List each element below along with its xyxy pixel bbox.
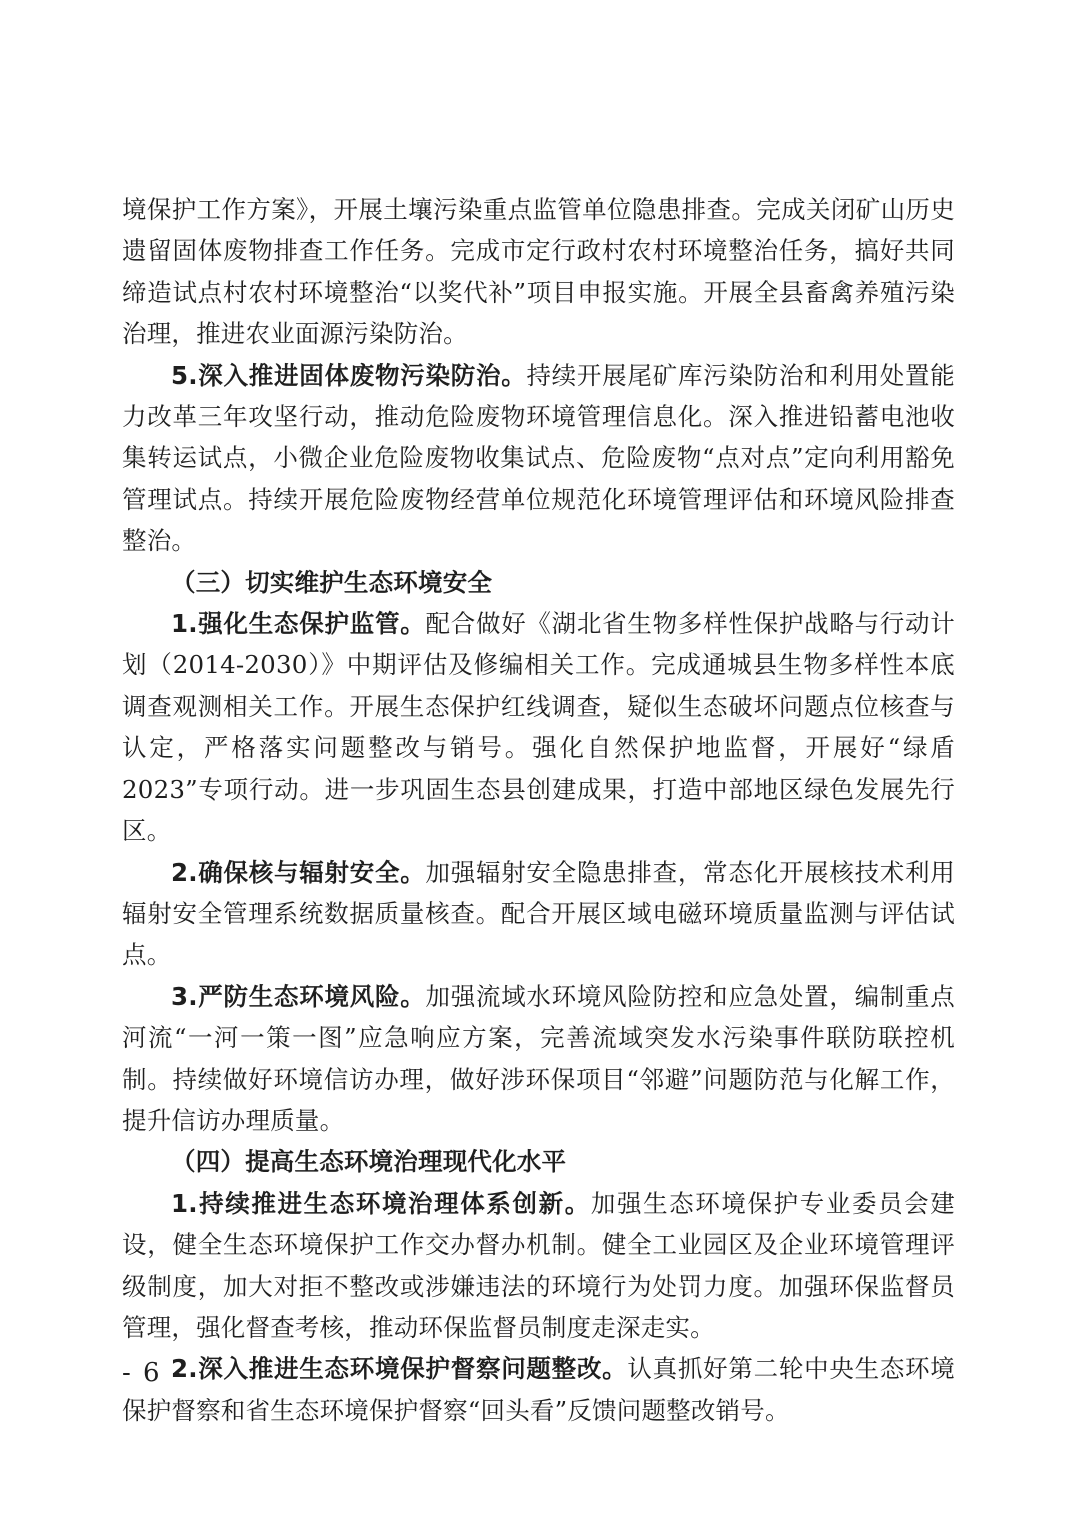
- paragraph-lead: 1.强化生态保护监管。: [171, 609, 426, 639]
- paragraph: [122, 1183, 955, 1349]
- paragraph-text: 加强辐射安全隐患排查，常态化开展核技术利用辐射安全管理系统数据质量核查。配合开展区域电磁环境质量监测与评估试点。: [122, 857, 955, 970]
- paragraph-lead: 1.持续推进生态环境治理体系创新。: [171, 1188, 591, 1218]
- paragraph: [122, 603, 955, 851]
- paragraph-text: 加强流域水环境风险防控和应急处置，编制重点河流“一河一策一图”应急响应方案，完善流域突发水污染事件联防联控机制。持续做好环境信访办理，做好涉环保项目“邻避”问题防范与化解工作，提升信访办理质量。: [122, 981, 955, 1135]
- paragraph-text: 认真抓好第二轮中央生态环境保护督察和省生态环境保护督察“回头看”反馈问题整改销号。: [122, 1354, 955, 1425]
- paragraph-text: 持续开展尾矿库污染防治和利用处置能力改革三年攻坚行动，推动危险废物环境管理信息化。深入推进铅蓄电池收集转运试点，小微企业危险废物收集试点、危险废物“点对点”定向利用豁免管理试点。持续开展危险废物经营单位规范化环境管理评估和环境风险排查整治。: [122, 360, 955, 556]
- paragraph-text: 加强生态环境保护专业委员会建设，健全生态环境保护工作交办督办机制。健全工业园区及企业环境管理评级制度，加大对拒不整改或涉嫌违法的环境行为处罚力度。加强环保监督员管理，强化督查考核，推动环保监督员制度走深走实。: [122, 1188, 955, 1342]
- paragraph-lead: 2.确保核与辐射安全。: [171, 857, 426, 887]
- paragraph: [122, 355, 955, 562]
- paragraph-lead: （四）提高生态环境治理现代化水平: [171, 1147, 567, 1177]
- paragraph-lead: 2.深入推进生态环境保护督察问题整改。: [171, 1354, 628, 1384]
- paragraph: [122, 976, 955, 1142]
- section-heading: [122, 562, 955, 603]
- paragraph-lead: （三）切实维护生态环境安全: [171, 567, 493, 597]
- page-number: - 6 -: [122, 1358, 183, 1388]
- section-heading: [122, 1141, 955, 1182]
- page-body: [122, 189, 955, 1431]
- paragraph-text: 境保护工作方案》，开展土壤污染重点监管单位隐患排查。完成关闭矿山历史遗留固体废物排查工作任务。完成市定行政村农村环境整治任务，搞好共同缔造试点村农村环境整治“以奖代补”项目申报实施。开展全县畜禽养殖污染治理，推进农业面源污染防治。: [122, 195, 955, 349]
- paragraph: [122, 1348, 955, 1431]
- paragraph-lead: 5.深入推进固体废物污染防治。: [171, 360, 527, 390]
- paragraph-text: 配合做好《湖北省生物多样性保护战略与行动计划（2014-2030）》中期评估及修编相关工作。完成通城县生物多样性本底调查观测相关工作。开展生态保护红线调查，疑似生态破坏问题点位核查与认定，严格落实问题整改与销号。强化自然保护地监督，开展好“绿盾 2023”专项行动。进一步巩固生态县创建成果，打造中部地区绿色发展先行区。: [122, 609, 955, 846]
- paragraph-lead: 3.严防生态环境风险。: [171, 981, 426, 1011]
- paragraph: [122, 189, 955, 355]
- paragraph: [122, 852, 955, 976]
